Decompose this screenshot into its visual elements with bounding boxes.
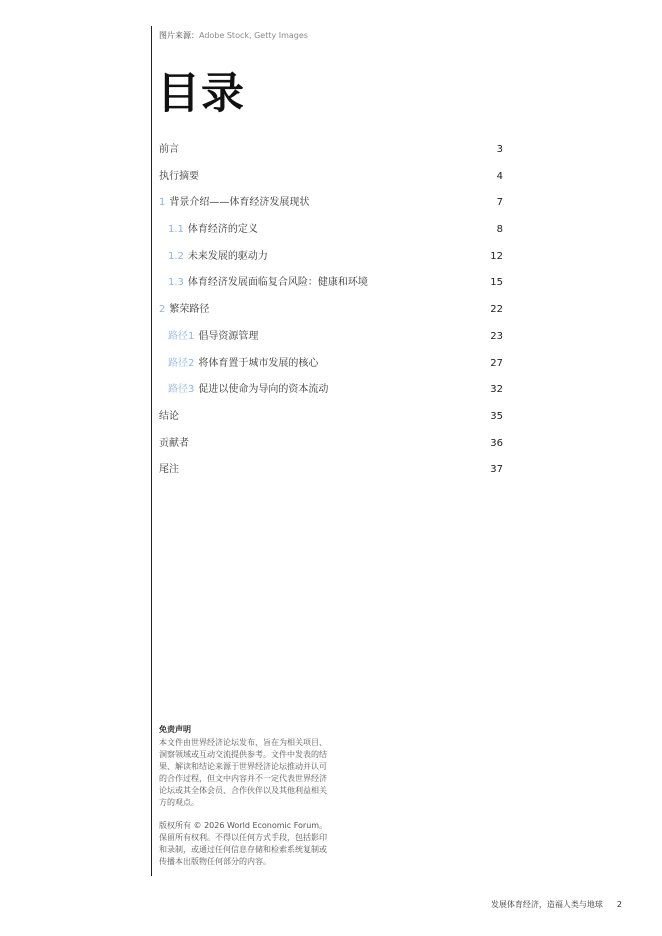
toc-entry-page: 12 — [490, 250, 503, 262]
toc-entry-number: 路径3 — [168, 384, 195, 396]
toc-entry-number: 1.3 — [168, 277, 184, 289]
table-of-contents — [159, 138, 503, 485]
toc-entry-title: 尾注 — [159, 464, 179, 476]
toc-entry-title: 未来发展的驱动力 — [187, 250, 268, 262]
toc-entry-title: 倡导资源管理 — [198, 330, 259, 342]
toc-entry-title: 前言 — [159, 144, 179, 155]
toc-entry-page: 7 — [496, 197, 503, 209]
toc-entry-number: 1.2 — [168, 250, 184, 262]
toc-entry-number: 2 — [159, 304, 166, 316]
toc-entry[interactable] — [159, 165, 503, 192]
toc-entry-title: 背景介绍——体育经济发展现状 — [169, 197, 310, 209]
disclaimer-body: 本文件由世界经济论坛发布，旨在为相关项目、洞察领域或互动交流提供参考。文件中发表的结果、解读和结论来源于世界经济论坛推动并认可的合作过程，但文中内容并不一定代表世界经济论坛或其全体会员、合作伙伴以及其他利益相关方的观点。 — [159, 738, 327, 807]
toc-entry-page: 35 — [490, 410, 503, 422]
page-footer — [491, 899, 622, 910]
footer-page-number: 2 — [616, 900, 622, 909]
image-credit-value: Adobe Stock, Getty Images — [199, 31, 308, 40]
toc-entry[interactable] — [159, 245, 503, 272]
toc-entry[interactable] — [159, 405, 503, 432]
toc-entry-page: 36 — [490, 437, 503, 449]
toc-entry-page: 4 — [496, 170, 503, 182]
toc-entry[interactable] — [159, 298, 503, 325]
copyright-notice: 版权所有 © 2026 World Economic Forum。保留所有权利。不得以任何方式手段，包括影印和录制，或通过任何信息存储和检索系统复制或传播本出版物任何部分的内容。 — [159, 821, 328, 866]
image-credit — [159, 30, 308, 41]
toc-entry-number: 路径1 — [168, 330, 195, 342]
toc-entry-title: 贡献者 — [159, 437, 189, 449]
toc-entry-page: 3 — [496, 144, 503, 155]
toc-entry-page: 15 — [490, 277, 503, 289]
toc-entry-page: 32 — [490, 384, 503, 396]
toc-entry[interactable] — [159, 458, 503, 485]
toc-entry-title: 促进以使命为导向的资本流动 — [198, 384, 329, 396]
toc-entry-title: 将体育置于城市发展的核心 — [198, 357, 319, 369]
toc-entry-title: 执行摘要 — [159, 170, 199, 182]
toc-entry-title: 结论 — [159, 410, 179, 422]
toc-entry[interactable] — [159, 378, 503, 405]
toc-entry-page: 37 — [490, 464, 503, 476]
toc-entry[interactable] — [159, 138, 503, 165]
toc-entry-page: 27 — [490, 357, 503, 369]
toc-entry-number: 1 — [159, 197, 166, 209]
toc-entry[interactable] — [159, 432, 503, 459]
toc-entry[interactable] — [159, 271, 503, 298]
toc-entry[interactable] — [159, 325, 503, 352]
image-credit-label: 图片来源： — [159, 31, 199, 40]
toc-entry-page: 23 — [490, 330, 503, 342]
toc-entry-page: 22 — [490, 304, 503, 316]
toc-entry[interactable] — [159, 191, 503, 218]
disclaimer-title: 免责声明 — [159, 725, 191, 734]
left-rule — [151, 26, 152, 876]
toc-entry-title: 体育经济发展面临复合风险：健康和环境 — [187, 277, 368, 289]
disclaimer — [159, 724, 329, 879]
toc-entry-title: 体育经济的定义 — [187, 224, 258, 236]
toc-entry[interactable] — [159, 352, 503, 379]
toc-entry[interactable] — [159, 218, 503, 245]
toc-entry-title: 繁荣路径 — [169, 304, 210, 316]
toc-entry-number: 路径2 — [168, 357, 195, 369]
toc-entry-page: 8 — [496, 224, 503, 236]
page-title: 目录 — [157, 69, 245, 119]
toc-entry-number: 1.1 — [168, 224, 184, 236]
footer-title: 发展体育经济，造福人类与地球 — [490, 900, 603, 909]
